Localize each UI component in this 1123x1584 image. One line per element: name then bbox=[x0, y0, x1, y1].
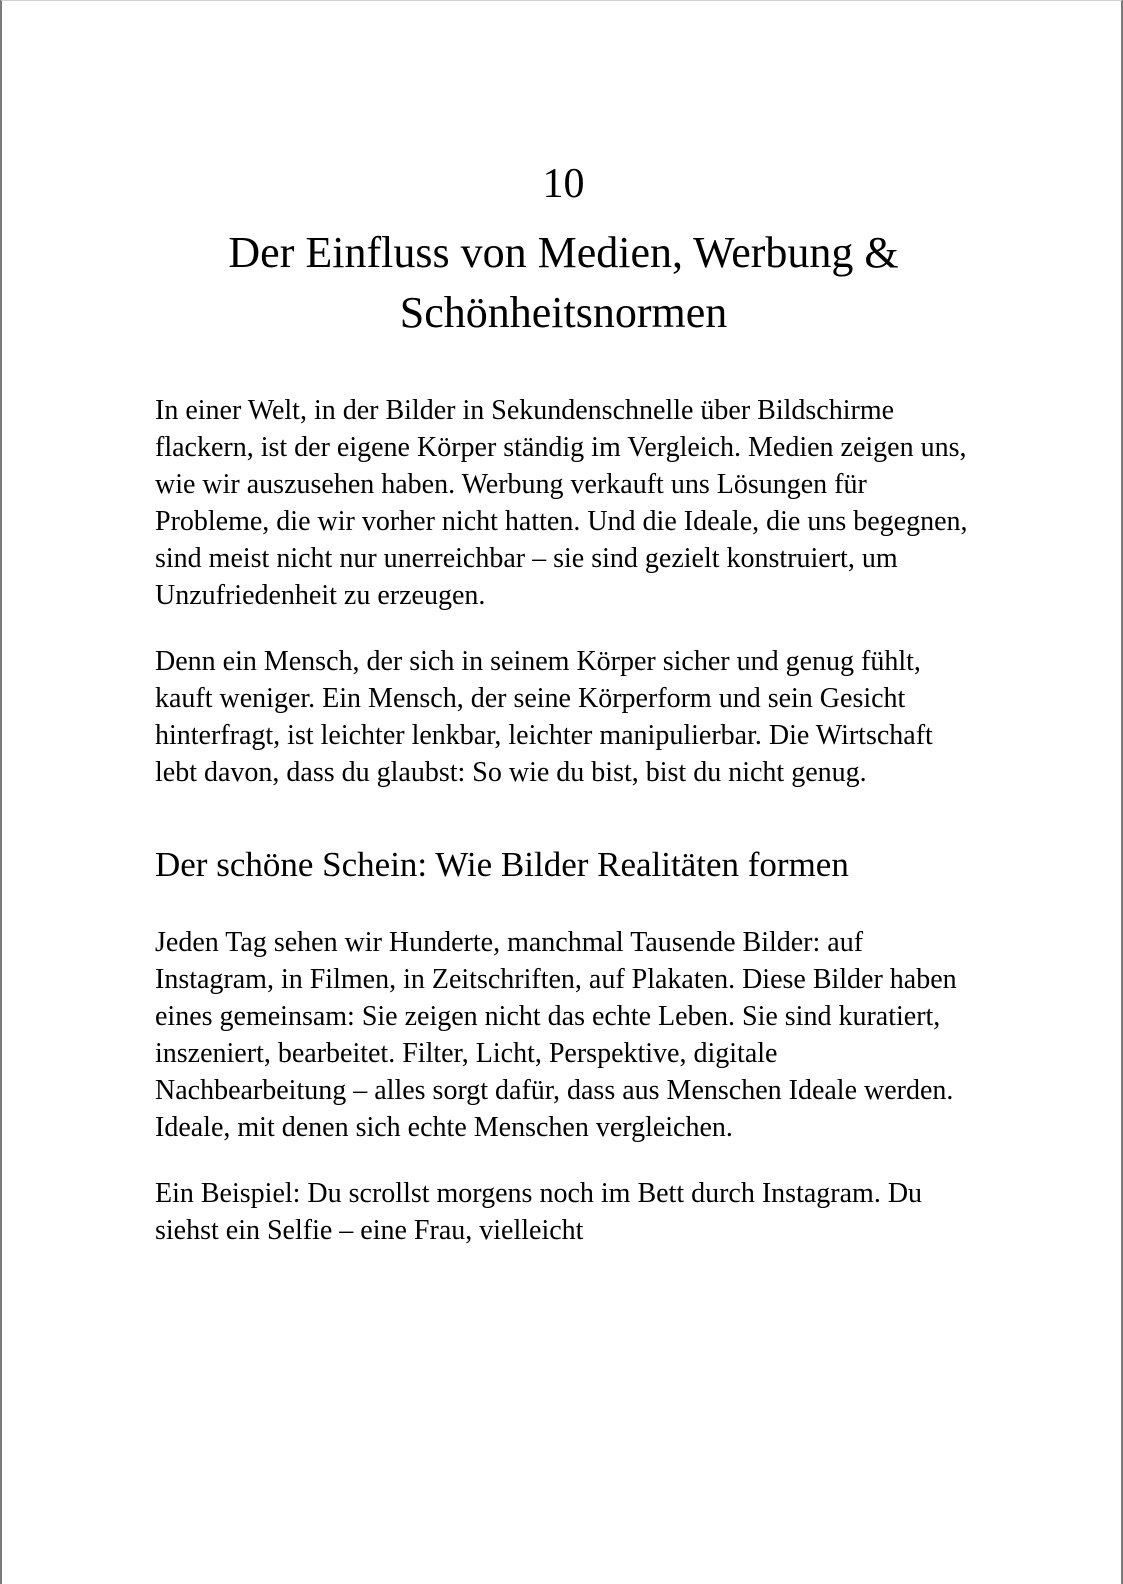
chapter-number: 10 bbox=[542, 161, 585, 207]
section-paragraph-2: Ein Beispiel: Du scrollst morgens noch im Bett durch Instagram. Du siehst ein Selfie – eine Frau, vielleicht bbox=[155, 1178, 923, 1246]
section-heading: Der schöne Schein: Wie Bilder Realitäten formen bbox=[155, 845, 849, 884]
intro-paragraph-2: Denn ein Mensch, der sich in seinem Körper sicher und genug fühlt, kauft weniger. Ein Mensch, der seine Körperform und sein Gesicht hinterfragt, ist leichter lenkbar, leichter manipulierbar. Die Wirtschaft lebt davon, dass du glaubst: So wie du bist, bist du nicht genug. bbox=[155, 646, 933, 788]
section-paragraph-1: Jeden Tag sehen wir Hunderte, manchmal Tausende Bilder: auf Instagram, in Filmen, in Zeitschriften, auf Plakaten. Diese Bilder haben eines gemeinsam: Sie zeigen nicht das echte Leben. Sie sind kuratiert, inszeniert, bearbeitet. Filter, Licht, Perspektive, digitale Nachbearbeitung – alles sorgt dafür, dass aus Menschen Ideale werden. Ideale, mit denen sich echte Menschen vergleichen. bbox=[155, 927, 957, 1143]
chapter-title-line-2: Schönheitsnormen bbox=[399, 288, 728, 337]
chapter-title-line-1: Der Einfluss von Medien, Werbung & bbox=[228, 228, 899, 277]
chapter-header bbox=[142, 159, 985, 343]
intro-paragraph-1: In einer Welt, in der Bilder in Sekundenschnelle über Bildschirme flackern, ist der eigene Körper ständig im Vergleich. Medien zeigen uns, wie wir auszusehen haben. Werbung verkauft uns Lösungen für Probleme, die wir vorher nicht hatten. Und die Ideale, die uns begegnen, sind meist nicht nur unerreichbar – sie sind gezielt konstruiert, um Unzufriedenheit zu erzeugen. bbox=[155, 395, 968, 611]
chapter-title bbox=[142, 223, 985, 343]
page-body bbox=[155, 392, 975, 1278]
